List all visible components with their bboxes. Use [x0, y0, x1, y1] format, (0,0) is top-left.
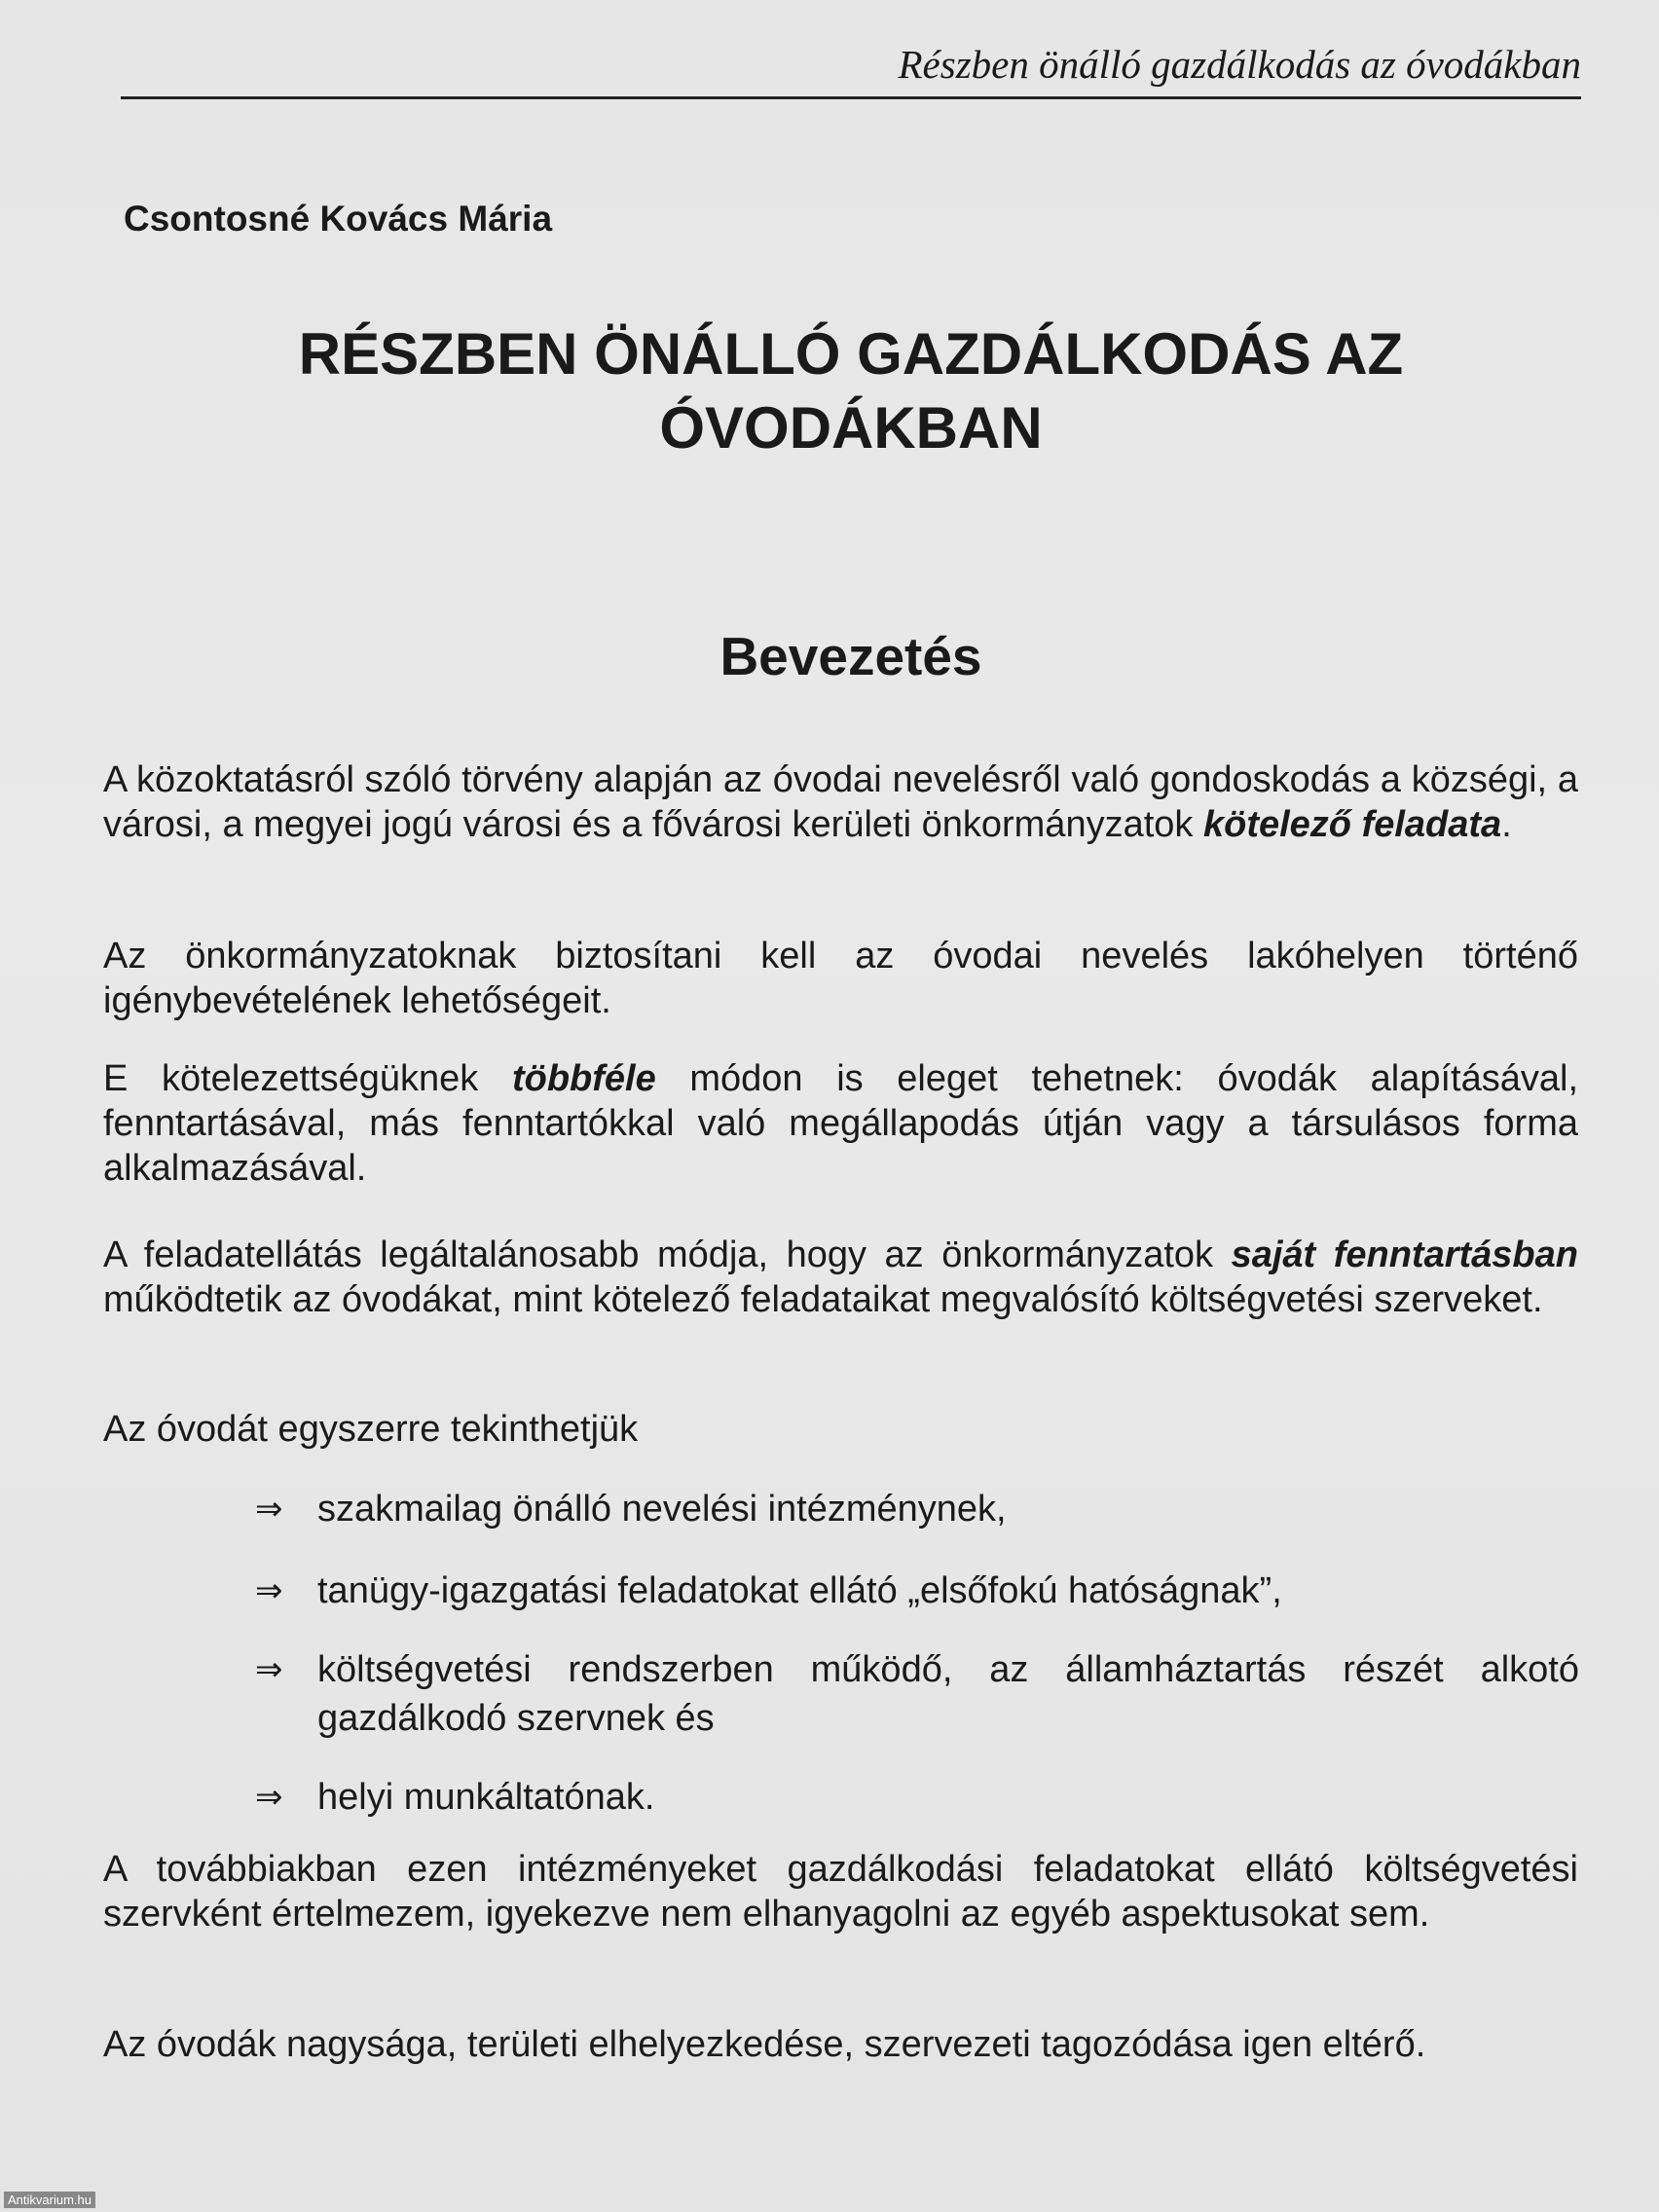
author-name: Csontosné Kovács Mária	[124, 199, 553, 239]
paragraph-1-end: .	[1501, 804, 1512, 845]
paragraph-1	[103, 757, 1578, 847]
paragraph-3-text: E kötelezettségüknek	[103, 1058, 512, 1099]
list-item	[255, 1567, 1579, 1615]
paragraph-4-emphasis: saját fenntartásban	[1231, 1235, 1578, 1275]
paragraph-4-end: működtetik az óvodákat, mint kötelező feladataikat megvalósító költségvetési szerveket.	[103, 1279, 1543, 1320]
paragraph-3	[103, 1056, 1578, 1191]
title-line-2: ÓVODÁKBAN	[659, 395, 1043, 461]
list-item	[255, 1485, 1579, 1533]
arrow-right-icon: ⇒	[255, 1490, 283, 1529]
title-line-1: RÉSZBEN ÖNÁLLÓ GAZDÁLKODÁS AZ	[298, 321, 1404, 387]
paragraph-4-text: A feladatellátás legáltalánosabb módja, hogy az önkormányzatok	[103, 1235, 1232, 1275]
paragraph-1-emphasis: kötelező feladata	[1202, 804, 1502, 845]
paragraph-3-end: módon is eleget tehetnek: óvodák alapításával, fenntartásával, más fenntartókkal való megállapodás útján vagy a társulásos forma alkalmazásával.	[103, 1058, 1578, 1189]
arrow-right-icon: ⇒	[255, 1571, 283, 1610]
paragraph-6: A továbbiakban ezen intézményeket gazdálkodási feladatokat ellátó költségvetési szervként értelmezem, igyekezve nem elhanyagolni az egyéb aspektusokat sem.	[103, 1849, 1578, 1935]
list-item-text: helyi munkáltatónak.	[317, 1777, 655, 1818]
header-rule	[121, 96, 1581, 99]
list-item-text: szakmailag önálló nevelési intézménynek,	[317, 1489, 1007, 1530]
arrow-right-icon: ⇒	[255, 1650, 283, 1689]
paragraph-1-text: A közoktatásról szóló törvény alapján az óvodai nevelésről való gondoskodás a községi, a városi, a megyei jogú városi és a fővárosi kerületi önkormányzatok	[103, 759, 1578, 845]
paragraph-4	[103, 1233, 1578, 1322]
list-item	[255, 1773, 1579, 1822]
section-heading: Bevezetés	[719, 626, 982, 686]
list-item-text: költségvetési rendszerben működő, az államháztartás részét alkotó gazdálkodó szervnek és	[317, 1649, 1579, 1739]
paragraph-7: Az óvodák nagysága, területi elhelyezkedése, szervezeti tagozódása igen eltérő.	[103, 2024, 1426, 2065]
paragraph-5: Az óvodát egyszerre tekinthetjük	[103, 1409, 639, 1450]
paragraph-3-emphasis: többféle	[511, 1058, 656, 1099]
article-title	[121, 317, 1581, 465]
list-item-text: tanügy-igazgatási feladatokat ellátó „elsőfokú hatóságnak”,	[317, 1570, 1282, 1611]
paragraph-2: Az önkormányzatoknak biztosítani kell az óvodai nevelés lakóhelyen történő igénybevételének lehetőségeit.	[103, 936, 1578, 1021]
arrow-right-icon: ⇒	[255, 1778, 283, 1817]
running-header: Részben önálló gazdálkodás az óvodákban	[898, 42, 1581, 87]
watermark: Antikvarium.hu	[4, 2192, 95, 2208]
list-item	[255, 1645, 1579, 1743]
